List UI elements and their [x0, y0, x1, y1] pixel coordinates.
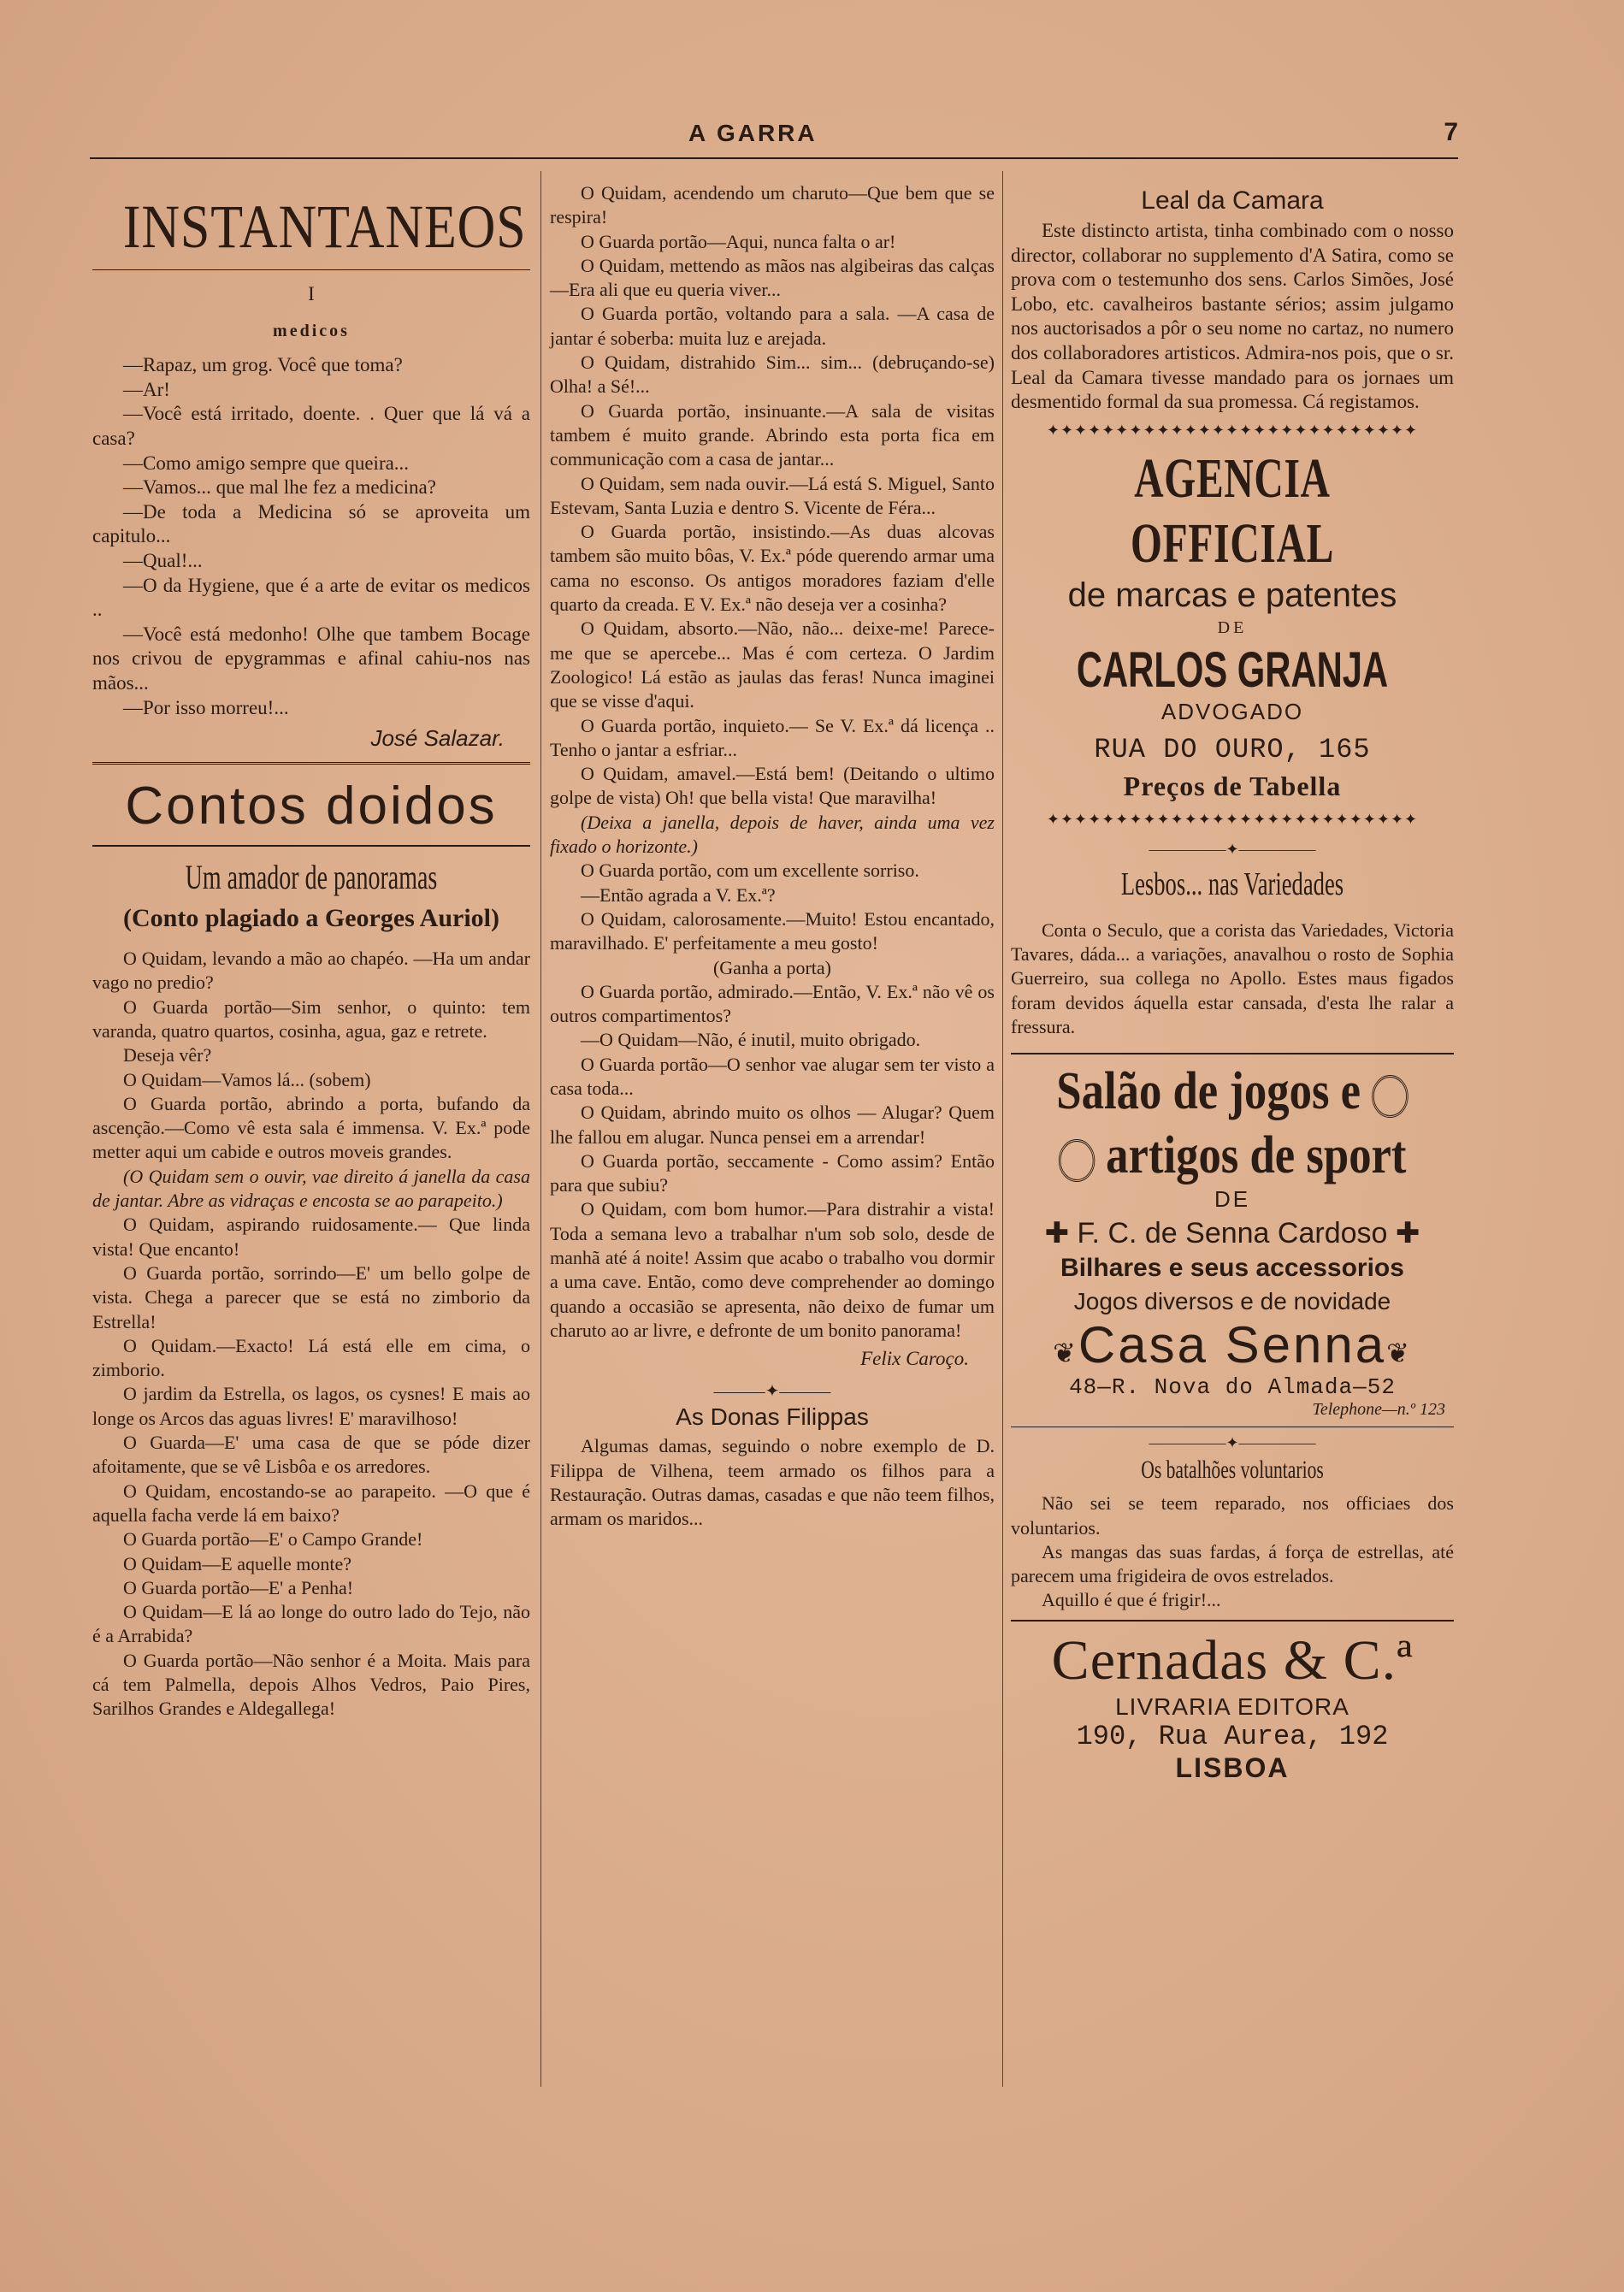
- story-title: Um amador de panoramas: [185, 858, 438, 897]
- story-para: O Quidam—Vamos lá... (sobem): [123, 1068, 371, 1090]
- column-2: [550, 181, 995, 1531]
- cernadas-address: 190, Rua Aurea, 192: [1076, 1720, 1389, 1752]
- ornament-divider: —————✦—————: [1149, 1434, 1316, 1452]
- story-para: O Quidam.—Exacto! Lá está elle em cima, o zimborio.: [92, 1334, 530, 1381]
- dialogue-line: —Você está irritado, doente. . Quer que lá vá a casa?: [92, 403, 530, 449]
- agencia-de: DE: [1217, 617, 1248, 637]
- story-para: O Guarda portão, admirado.—Então, V. Ex.ª não vê os outros compartimentos?: [550, 980, 995, 1027]
- story-para: O Guarda portão, seccamente - Como assim? Então para que subiu?: [550, 1149, 995, 1196]
- story-para: O Quidam, calorosamente.—Muito! Estou encantado, maravilhado. E' perfeitamente a meu gosto!: [550, 907, 995, 954]
- section-numeral: I: [308, 283, 315, 304]
- story-para: O jardim da Estrella, os lagos, os cysnes! E mais ao longe os Arcos das aguas livres! E' maravilhoso!: [92, 1383, 530, 1429]
- dialogue-line: —Ar!: [123, 378, 170, 400]
- agencia-name: CARLOS GRANJA: [1076, 641, 1389, 698]
- rosette-icon: [1059, 1139, 1095, 1182]
- story-subtitle: (Conto plagiado a Georges Auriol): [123, 904, 499, 933]
- ornament-divider: ———✦———: [713, 1382, 831, 1402]
- story-para: O Quidam, distrahido Sim... sim... (debruçando-se) Olha! a Sé!...: [550, 351, 995, 398]
- advert-agencia: [1011, 446, 1454, 802]
- salao-text: artigos de sport: [1106, 1126, 1407, 1185]
- flourish-icon: ❦: [1053, 1338, 1078, 1369]
- dialogue-line: —Vamos... que mal lhe fez a medicina?: [123, 476, 436, 499]
- story-para: O Quidam, aspirando ruidosamente.— Que linda vista! Que encanto!: [92, 1214, 530, 1260]
- story-para: O Quidam, amavel.—Está bem! (Deitando o ultimo golpe de vista) Oh! que bella vista! Que maravilha!: [550, 763, 995, 809]
- agencia-subtitle: de marcas e patentes: [1067, 576, 1397, 614]
- batalhoes-text: Não sei se teem reparado, nos officiaes dos voluntarios.: [1011, 1492, 1454, 1539]
- dialogue-line: —Como amigo sempre que queira...: [123, 452, 410, 474]
- story-para: Deseja vêr?: [123, 1044, 212, 1066]
- agencia-title: AGENCIA OFFICIAL: [1130, 446, 1335, 575]
- divider: [1011, 1620, 1454, 1622]
- story-para: O Guarda portão—O senhor vae alugar sem ter visto a casa toda...: [550, 1053, 995, 1099]
- page-number: 7: [1444, 118, 1458, 146]
- story-para: O Quidam, mettendo as mãos nas algibeiras das calças—Era ali que eu queria viver...: [550, 254, 995, 301]
- story-para: O Quidam—E lá ao longe do outro lado do Tejo, não é a Arrabida?: [92, 1601, 530, 1647]
- story-para: O Guarda portão, inquieto.— Se V. Ex.ª dá licença .. Tenho o jantar a esfriar...: [550, 714, 995, 760]
- salao-text: Salão de jogos e: [1056, 1062, 1361, 1121]
- salao-telephone: Telephone—n.º 123: [1312, 1400, 1445, 1420]
- column-divider-1: [540, 171, 541, 2087]
- story-para: O Guarda portão, voltando para a sala. —A casa de jantar é soberba: muita luz e arejada.: [550, 303, 995, 349]
- signature: Felix Caroço.: [860, 1348, 969, 1370]
- cross-icon: ✚: [1395, 1217, 1420, 1250]
- story-para: O Quidam, absorto.—Não, não... deixe-me! Parece-me que se apercebe... Mas é com certeza. O Jardim Zoologico! Lá estão as jaulas das feras! Nunca imaginei que se visse d'aqui.: [550, 617, 995, 712]
- contos-heading: Contos doidos: [125, 777, 498, 836]
- story-para: O Guarda portão—Não senhor é a Moita. Mais para cá tem Palmella, depois Alhos Vedros, Paio Pires, Sarilhos Grandes e Aldegallega!: [92, 1649, 530, 1720]
- story-para: O Guarda portão—Sim senhor, o quinto: tem varanda, quatro quartos, cosinha, agua, gaz e retrete.: [92, 995, 530, 1042]
- advert-cernadas: [1011, 1628, 1454, 1784]
- header-rule: [90, 157, 1458, 159]
- story-para: O Guarda portão—Aqui, nunca falta o ar!: [581, 230, 896, 252]
- signature: José Salazar.: [370, 725, 505, 752]
- story-para: O Quidam, abrindo muito os olhos — Alugar? Quem lhe fallou em alugar. Nunca pensei em a arrendar!: [550, 1102, 995, 1148]
- donas-text: Algumas damas, seguindo o nobre exemplo de D. Filippa de Vilhena, teem armado os filhos para a Restauração. Outras damas, casadas e que não teem filhos, armam os maridos...: [550, 1435, 995, 1530]
- story-para: (O Quidam sem o ouvir, vae direito á janella da casa de jantar. Abre as vidraças e encosta se ao parapeito.): [92, 1165, 530, 1212]
- story-para: O Guarda portão, insistindo.—As duas alcovas tambem são muito bôas, V. Ex.ª póde querendo armar uma cama no esconso. Os antigos moradores faziam d'elle quarto da creada. E V. Ex.ª não deseja ver a cosinha?: [550, 521, 995, 616]
- divider: [92, 845, 530, 847]
- double-rule: [92, 762, 530, 767]
- divider: [1011, 1053, 1454, 1054]
- story-para: O Guarda portão—E' a Penha!: [123, 1576, 354, 1598]
- salao-line-1: [1044, 1061, 1420, 1122]
- salao-owner-name: F. C. de Senna Cardoso: [1077, 1217, 1388, 1250]
- rosette-icon: [1372, 1075, 1408, 1118]
- donas-heading: As Donas Filippas: [676, 1403, 869, 1431]
- story-para: O Guarda portão—E' o Campo Grande!: [123, 1528, 423, 1551]
- agencia-prices: Preços de Tabella: [1123, 770, 1342, 801]
- page-header: [90, 118, 1458, 152]
- story-para: O Quidam, encostando-se ao parapeito. —O que é aquella facha verde lá em baixo?: [92, 1480, 530, 1526]
- story-para: O Guarda portão, com um excellente sorriso.: [581, 860, 919, 882]
- cernadas-city: LISBOA: [1175, 1751, 1290, 1783]
- dialogue-line: —De toda a Medicina só se aproveita um capitulo...: [92, 500, 530, 547]
- story-para: (Deixa a janella, depois de haver, ainda uma vez fixado o horizonte.): [550, 811, 995, 858]
- salao-owner: [1011, 1216, 1454, 1250]
- story-para: O Quidam—E aquelle monte?: [123, 1552, 351, 1574]
- dialogue-line: —Você está medonho! Olhe que tambem Bocage nos crivou de epygrammas e afinal cahiu-nos nas mãos...: [92, 623, 530, 694]
- masthead-title: A GARRA: [688, 120, 818, 146]
- cernadas-name: Cernadas & C.ª: [1051, 1628, 1414, 1692]
- cernadas-type: LIVRARIA EDITORA: [1115, 1692, 1349, 1720]
- dialogue-line: —Qual!...: [123, 549, 203, 571]
- advert-salao: [1011, 1061, 1454, 1420]
- story-para: O Quidam, levando a mão ao chapéo. —Ha um andar vago no predio?: [92, 948, 530, 994]
- column-3: [1011, 181, 1454, 1784]
- story-para: (Ganha a porta): [712, 956, 832, 978]
- column-1: [92, 181, 530, 1722]
- story-para: O Quidam, acendendo um charuto—Que bem que se respira!: [550, 182, 995, 228]
- section-subheading: medicos: [273, 321, 350, 340]
- leal-text: Este distincto artista, tinha combinado com o nosso director, collaborar no supplemento d'A Satira, como se prova com o testemunho dos sens. Carlos Simões, José Lobo, etc. cavalheiros bastante sérios; assim julgamo nos auctorisados a pôr o seu nome no cartaz, no numero dos collaboradores artisticos. Admira-nos pois, que o sr. Leal da Camara tivesse mandado para os jornaes um desmentido formal da sua promessa. Cá registamos.: [1011, 220, 1454, 413]
- salao-casa-name: Casa Senna: [1078, 1316, 1387, 1374]
- ornament-divider: —————✦—————: [1149, 840, 1316, 858]
- batalhoes-text: As mangas das suas fardas, á força de estrellas, até parecem uma frigideira de ovos estrelados.: [1011, 1540, 1454, 1587]
- story-para: O Guarda portão, insinuante.—A sala de visitas tambem é muito grande. Abrindo esta porta fica em communicação com a casa de jantar...: [550, 399, 995, 470]
- instantaneos-heading: INSTANTANEOS: [122, 192, 527, 261]
- dialogue-line: —O da Hygiene, que é a arte de evitar os medicos ..: [92, 574, 530, 621]
- story-para: —Então agrada a V. Ex.ª?: [581, 883, 776, 906]
- batalhoes-text: Aquillo é que é frigir!...: [1042, 1589, 1221, 1611]
- agencia-address: RUA DO OURO, 165: [1094, 733, 1371, 765]
- story-para: O Guarda portão, abrindo a porta, bufando da ascenção.—Como vê esta sala é immensa. V. Ex.ª pode metter aqui um cabide e outros moveis grandes.: [92, 1092, 530, 1163]
- salao-bilhares: Bilhares e seus accessorios: [1060, 1254, 1404, 1283]
- flourish-icon: ❦: [1386, 1338, 1412, 1369]
- cross-icon: ✚: [1044, 1217, 1070, 1250]
- salao-jogos: Jogos diversos e de novidade: [1073, 1288, 1391, 1315]
- story-para: O Guarda portão, sorrindo—E' um bello golpe de vista. Chega a parecer que se está no zimborio da Estrella!: [92, 1261, 530, 1332]
- dialogue-line: —Rapaz, um grog. Você que toma?: [123, 354, 403, 376]
- agencia-profession: ADVOGADO: [1160, 698, 1304, 724]
- lesbos-heading: Lesbos... nas Variedades: [1120, 865, 1344, 902]
- ornament-divider: ✦✦✦✦✦✦✦✦✦✦✦✦✦✦✦✦✦✦✦✦✦✦✦✦✦✦✦: [1046, 810, 1419, 828]
- leal-heading: Leal da Camara: [1141, 186, 1324, 215]
- batalhoes-heading: Os batalhões voluntarios: [1141, 1456, 1324, 1485]
- salao-de: DE: [1214, 1186, 1251, 1213]
- story-para: O Guarda—E' uma casa de que se póde dizer afoitamente, que se vê Lisbôa e os arredores.: [92, 1432, 530, 1478]
- story-para: —O Quidam—Não, é inutil, muito obrigado.: [581, 1029, 921, 1051]
- salao-casa: [1011, 1315, 1454, 1374]
- salao-address: 48—R. Nova do Almada—52: [1069, 1374, 1396, 1401]
- dialogue-line: —Por isso morreu!...: [123, 696, 289, 718]
- lesbos-text: Conta o Seculo, que a corista das Variedades, Victoria Tavares, dáda... a variações, anavalhou o rosto de Sophia Guerreiro, sua collega no Apollo. Estes maus figados foram devidos áquella estar cansada, d'esta lhe ralar a fressura.: [1011, 919, 1454, 1037]
- column-divider-2: [1002, 171, 1003, 2087]
- divider: [92, 269, 530, 270]
- story-para: O Quidam, sem nada ouvir.—Lá está S. Miguel, Santo Estevam, Santa Luzia e dentro S. Vicente de Féra...: [550, 472, 995, 518]
- story-para: O Quidam, com bom humor.—Para distrahir a vista! Toda a semana levo a trabalhar n'um sob solo, desde de manhã até á noite! Assim que acabo o trabalho vou dormir a uma cave. Então, como deve comprehender ao domingo quando a occasião se apresenta, não deixo de fumar um charuto ao ar livre, e defronte de um bonito panorama!: [550, 1198, 995, 1341]
- ornament-divider: ✦✦✦✦✦✦✦✦✦✦✦✦✦✦✦✦✦✦✦✦✦✦✦✦✦✦✦: [1046, 421, 1419, 439]
- salao-line-2: [1044, 1125, 1420, 1186]
